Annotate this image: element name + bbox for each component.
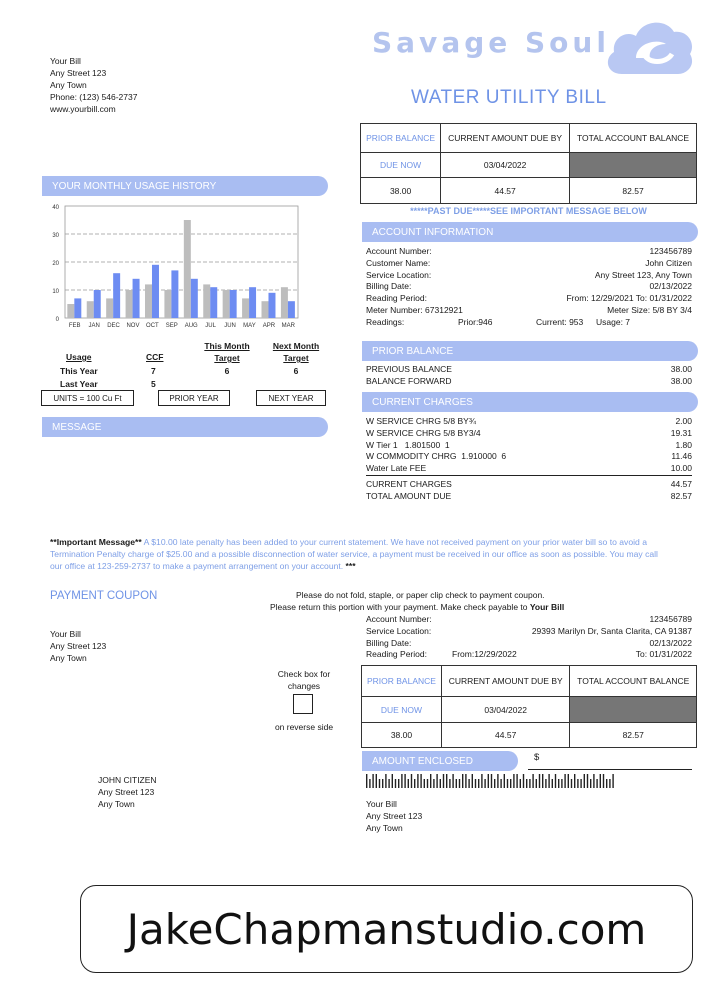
barcode-bar: [446, 774, 447, 788]
barcode-bar: [497, 774, 498, 788]
shaded-cell: [570, 153, 697, 178]
barcode-bar: [545, 779, 546, 788]
y-tick-label: 20: [52, 261, 59, 267]
coupon-balance-table: [361, 665, 697, 747]
current-reading: Current: 953: [536, 316, 584, 327]
sender-website: www.yourbill.com: [50, 104, 116, 114]
coupon-return-address: [50, 628, 106, 664]
barcode-bar: [558, 779, 559, 788]
barcode-bar: [452, 774, 453, 788]
usage-bar: [94, 290, 101, 318]
usage-bar: [223, 290, 230, 318]
usage-bar: [288, 301, 295, 318]
barcode-bar: [475, 779, 476, 788]
billing-date: 02/13/2022: [649, 281, 692, 292]
usage-bar: [230, 290, 237, 318]
usage-row-next-target: 6: [293, 366, 299, 376]
customer-address: [98, 774, 157, 810]
usage-row-ccf: 5: [151, 379, 156, 389]
x-tick-label: APR: [262, 323, 276, 329]
x-tick-label: JUN: [224, 323, 236, 329]
barcode-bar: [542, 774, 543, 788]
check-text-2: changes: [287, 681, 321, 691]
usage-bar: [67, 304, 74, 318]
charge-label: W COMMODITY CHRG 1.910000 6: [366, 451, 507, 462]
customer-name-line: JOHN CITIZEN: [98, 775, 157, 785]
barcode-bar: [548, 774, 549, 788]
current-charges-section-header: [362, 392, 698, 412]
barcode-bar: [520, 779, 521, 788]
coupon-billing-date: 02/13/2022: [649, 637, 692, 648]
amount-enclosed-label: AMOUNT ENCLOSED: [372, 755, 473, 767]
x-tick-label: JUL: [205, 323, 216, 329]
reverse-side-text: on reverse side: [274, 722, 334, 732]
readings-label: Readings:: [366, 316, 405, 327]
barcode-bar: [395, 779, 396, 788]
barcode-bar: [424, 779, 425, 788]
usage-bar: [184, 220, 191, 318]
customer-name: John Citizen: [645, 257, 692, 268]
charge-value: 11.46: [671, 451, 692, 462]
service-location-label: Service Location:: [366, 269, 432, 280]
barcode-bar: [372, 774, 373, 788]
usage-chart: [40, 200, 305, 335]
barcode-bar: [465, 774, 466, 788]
barcode-bar: [600, 774, 601, 788]
barcode-bar: [536, 779, 537, 788]
barcode-bar: [478, 779, 479, 788]
coupon-period-to: To: 01/31/2022: [635, 649, 692, 660]
barcode-bar: [574, 774, 575, 788]
usage-bar: [242, 298, 249, 318]
barcode-bar: [564, 774, 565, 788]
account-number: 123456789: [649, 246, 692, 256]
usage-bar: [87, 301, 94, 318]
barcode-bar: [369, 779, 370, 788]
x-tick-label: SEP: [165, 323, 178, 329]
coupon-title: PAYMENT COUPON: [50, 590, 158, 602]
y-tick-label: 10: [52, 289, 59, 295]
prior-reading: Prior:946: [458, 316, 493, 327]
barcode-bar: [382, 779, 383, 788]
coupon-due-date: 03/04/2022: [441, 697, 570, 723]
charge-label: W Tier 1 1.801500 1: [366, 439, 450, 450]
coupon-prior-header: PRIOR BALANCE: [362, 666, 442, 697]
balance-forward-value: 38.00: [670, 375, 692, 386]
total-balance-value: 82.57: [570, 178, 697, 204]
message-title: MESSAGE: [52, 421, 102, 433]
x-tick-label: JAN: [88, 323, 100, 329]
important-suffix: ***: [343, 561, 356, 571]
coupon-current-value: 44.57: [441, 723, 570, 748]
barcode-bar: [456, 779, 457, 788]
important-prefix: **Important Message**: [50, 537, 142, 547]
prior-year-button[interactable]: PRIOR YEAR: [158, 390, 230, 406]
coupon-due-now: DUE NOW: [362, 697, 442, 723]
usage-bar: [126, 290, 133, 318]
x-tick-label: NOV: [126, 323, 140, 329]
usage-bar: [106, 298, 113, 318]
total-balance-header: TOTAL ACCOUNT BALANCE: [570, 124, 697, 153]
current-charges-title: CURRENT CHARGES: [372, 396, 473, 408]
balance-table: [360, 123, 697, 203]
barcode-bar: [427, 779, 428, 788]
current-amount-value: 44.57: [441, 178, 570, 204]
usage-row-label: This Year: [60, 366, 98, 376]
barcode-bar: [555, 774, 556, 788]
y-tick-label: 0: [55, 317, 59, 323]
brand-logo-icon: [604, 14, 696, 78]
coupon-location-label: Service Location:: [366, 625, 432, 636]
barcode-bar: [366, 774, 367, 788]
postal-barcode: [366, 774, 618, 788]
next-year-button[interactable]: NEXT YEAR: [256, 390, 326, 406]
barcode-bar: [404, 774, 405, 788]
x-tick-label: OCT: [146, 323, 159, 329]
barcode-bar: [468, 779, 469, 788]
barcode-bar: [500, 779, 501, 788]
reading-period: From: 12/29/2021 To: 01/31/2022: [566, 293, 692, 304]
usage-bar: [164, 290, 171, 318]
brand-name: Savage Soul: [372, 26, 610, 59]
usage-bar: [152, 265, 159, 318]
barcode-bar: [523, 774, 524, 788]
y-tick-label: 40: [52, 205, 59, 211]
account-info: [366, 246, 692, 329]
barcode-bar: [568, 774, 569, 788]
barcode-bar: [552, 779, 553, 788]
barcode-bar: [590, 779, 591, 788]
ccf-col-header: CCF: [146, 352, 164, 362]
charge-value: 19.31: [670, 427, 692, 438]
barcode-bar: [606, 779, 607, 788]
barcode-bar: [449, 779, 450, 788]
usage-history-header: [42, 176, 328, 196]
charge-label: W SERVICE CHRG 5/8 BY¾: [366, 416, 476, 426]
usage-row-ccf: 7: [151, 366, 156, 376]
barcode-bar: [459, 779, 460, 788]
barcode-bar: [516, 774, 517, 788]
meter-number: Meter Number: 67312921: [366, 304, 463, 315]
barcode-bar: [376, 774, 377, 788]
address-line: Any Street 123: [98, 787, 155, 797]
usage-bar: [281, 287, 288, 318]
usage-bar: [249, 287, 256, 318]
coupon-shaded-cell: [570, 697, 697, 723]
barcode-bar: [507, 779, 508, 788]
x-tick-label: MAR: [281, 323, 295, 329]
barcode-bar: [472, 774, 473, 788]
billing-date-label: Billing Date:: [366, 281, 412, 292]
usage-history-title: YOUR MONTHLY USAGE HISTORY: [52, 180, 217, 192]
current-charges-total-label: CURRENT CHARGES: [366, 478, 452, 489]
reading-period-label: Reading Period:: [366, 293, 427, 304]
barcode-bar: [529, 779, 530, 788]
barcode-bar: [561, 779, 562, 788]
usage-bar: [268, 293, 275, 318]
barcode-bar: [577, 779, 578, 788]
barcode-bar: [417, 774, 418, 788]
usage-col-header: Usage: [66, 352, 92, 362]
coupon-account-number: 123456789: [649, 614, 692, 624]
address-line: Any Street 123: [366, 811, 423, 821]
bill-title: WATER UTILITY BILL: [411, 87, 607, 108]
due-now-label: DUE NOW: [361, 153, 441, 178]
x-tick-label: AUG: [184, 323, 198, 329]
barcode-bar: [411, 774, 412, 788]
sender-line: Any Street 123: [50, 68, 107, 78]
change-checkbox-label: [262, 668, 346, 692]
past-due-notice: *****PAST DUE*****SEE IMPORTANT MESSAGE BELOW: [410, 206, 647, 216]
usage-bar: [171, 270, 178, 318]
barcode-bar: [379, 779, 380, 788]
barcode-bar: [491, 774, 492, 788]
dollar-sign: $: [534, 752, 540, 763]
account-number-label: Account Number:: [366, 246, 432, 256]
barcode-bar: [532, 774, 533, 788]
barcode-bar: [510, 779, 511, 788]
current-amount-header: CURRENT AMOUNT DUE BY: [441, 124, 570, 153]
important-message: [50, 536, 672, 572]
barcode-bar: [612, 774, 613, 788]
coupon-current-header: CURRENT AMOUNT DUE BY: [441, 666, 570, 697]
usage-bar: [191, 279, 198, 318]
usage-row-label: Last Year: [60, 379, 98, 389]
barcode-bar: [443, 774, 444, 788]
prior-balance-header: PRIOR BALANCE: [361, 124, 441, 153]
barcode-bar: [414, 779, 415, 788]
previous-balance-label: PREVIOUS BALANCE: [366, 364, 452, 374]
sender-address: [50, 55, 137, 115]
usage-bar: [113, 273, 120, 318]
barcode-bar: [603, 774, 604, 788]
barcode-bar: [484, 779, 485, 788]
charge-value: 10.00: [670, 463, 692, 474]
watermark-text: JakeChapmanstudio.com: [126, 904, 647, 954]
previous-balance-value: 38.00: [670, 364, 692, 374]
x-tick-label: FEB: [68, 323, 81, 329]
prior-balance-list: [366, 364, 692, 388]
meter-size: Meter Size: 5/8 BY 3/4: [607, 304, 692, 315]
coupon-billing-label: Billing Date:: [366, 637, 412, 648]
coupon-instruction-2-text: Please return this portion with your payment. Make check payable to: [270, 602, 530, 612]
x-tick-label: MAY: [243, 323, 256, 329]
account-info-title: ACCOUNT INFORMATION: [372, 226, 494, 238]
barcode-bar: [462, 774, 463, 788]
sender-line: Your Bill: [50, 56, 81, 66]
barcode-bar: [539, 774, 540, 788]
x-tick-label: DEC: [107, 323, 120, 329]
balance-forward-label: BALANCE FORWARD: [366, 375, 452, 386]
usage-bar: [210, 287, 217, 318]
barcode-bar: [481, 774, 482, 788]
coupon-instruction-2: [270, 602, 564, 612]
address-line: Any Town: [98, 799, 135, 809]
charge-label: W SERVICE CHRG 5/8 BY3/4: [366, 427, 481, 438]
service-location: Any Street 123, Any Town: [594, 269, 692, 280]
barcode-bar: [388, 779, 389, 788]
usage-bar: [74, 298, 81, 318]
message-header: [42, 417, 328, 437]
barcode-bar: [440, 779, 441, 788]
coupon-period-from: From:12/29/2022: [452, 649, 517, 660]
customer-name-label: Customer Name:: [366, 257, 431, 268]
this-month-target-header: This Month Target: [204, 341, 250, 363]
charge-label: Water Late FEE: [366, 463, 427, 474]
usage-bar: [145, 284, 152, 318]
watermark-banner: [80, 885, 693, 973]
next-month-target-header: Next Month Target: [272, 341, 320, 363]
coupon-account-info: [366, 614, 692, 661]
account-info-header: [362, 222, 698, 242]
important-text: A $10.00 late penalty has been added to your current statement. We have not received payment on your prior water bill so to avoid a Termination Penalty charge of $25.00 and a possible disconnection of water service, a payment must be received in our office as soon as possible. You may call our office at 123-259-2737 to make a payment arrangement on your account.: [50, 537, 658, 571]
usage-bar: [203, 284, 210, 318]
coupon-period-label: Reading Period:: [366, 649, 427, 660]
barcode-bar: [420, 774, 421, 788]
barcode-bar: [571, 779, 572, 788]
barcode-bar: [385, 774, 386, 788]
barcode-bar: [488, 774, 489, 788]
barcode-bar: [580, 779, 581, 788]
barcode-bar: [398, 779, 399, 788]
usage-row-this-target: 6: [224, 366, 230, 376]
payee-name: Your Bill: [529, 602, 565, 612]
barcode-bar: [433, 779, 434, 788]
barcode-bar: [609, 779, 610, 788]
sender-line: Any Town: [50, 80, 87, 90]
check-text-1: Check box for: [277, 669, 331, 679]
current-charges-list: [366, 416, 692, 503]
remit-address: [366, 798, 422, 834]
prior-balance-value: 38.00: [361, 178, 441, 204]
usage-bar: [261, 301, 268, 318]
barcode-bar: [526, 779, 527, 788]
barcode-bar: [392, 774, 393, 788]
address-line: Your Bill: [50, 629, 81, 639]
charge-value: 1.80: [675, 439, 692, 450]
amount-enclosed-header: [362, 751, 518, 771]
units-button[interactable]: UNITS = 100 Cu Ft: [41, 390, 134, 406]
usage-bar: [133, 279, 140, 318]
address-line: Your Bill: [366, 799, 397, 809]
prior-balance-section-header: [362, 341, 698, 361]
barcode-bar: [593, 774, 594, 788]
sender-phone: Phone: (123) 546-2737: [50, 92, 138, 102]
barcode-bar: [513, 774, 514, 788]
barcode-bar: [494, 779, 495, 788]
change-checkbox[interactable]: [293, 694, 313, 714]
barcode-bar: [430, 774, 431, 788]
barcode-bar: [401, 774, 402, 788]
prior-balance-title: PRIOR BALANCE: [372, 345, 454, 357]
coupon-instruction-1: Please do not fold, staple, or paper clip check to payment coupon.: [296, 590, 545, 600]
coupon-total-value: 82.57: [570, 723, 697, 748]
usage-reading: Usage: 7: [596, 316, 631, 327]
due-date: 03/04/2022: [441, 153, 570, 178]
barcode-bar: [436, 774, 437, 788]
y-tick-label: 30: [52, 233, 59, 239]
barcode-bar: [587, 774, 588, 788]
amount-enclosed-field[interactable]: [528, 752, 692, 770]
barcode-bar: [408, 779, 409, 788]
address-line: Any Street 123: [50, 641, 107, 651]
current-charges-total: 44.57: [670, 478, 692, 489]
barcode-bar: [584, 774, 585, 788]
coupon-account-label: Account Number:: [366, 614, 432, 624]
coupon-location: 29393 Marilyn Dr, Santa Clarita, CA 91387: [531, 625, 692, 636]
address-line: Any Town: [50, 653, 87, 663]
coupon-prior-value: 38.00: [362, 723, 442, 748]
charge-value: 2.00: [675, 416, 692, 426]
total-amount-due-label: TOTAL AMOUNT DUE: [366, 490, 452, 501]
address-line: Any Town: [366, 823, 403, 833]
barcode-bar: [596, 779, 597, 788]
coupon-total-header: TOTAL ACCOUNT BALANCE: [570, 666, 697, 697]
total-amount-due: 82.57: [670, 490, 692, 501]
barcode-bar: [504, 774, 505, 788]
